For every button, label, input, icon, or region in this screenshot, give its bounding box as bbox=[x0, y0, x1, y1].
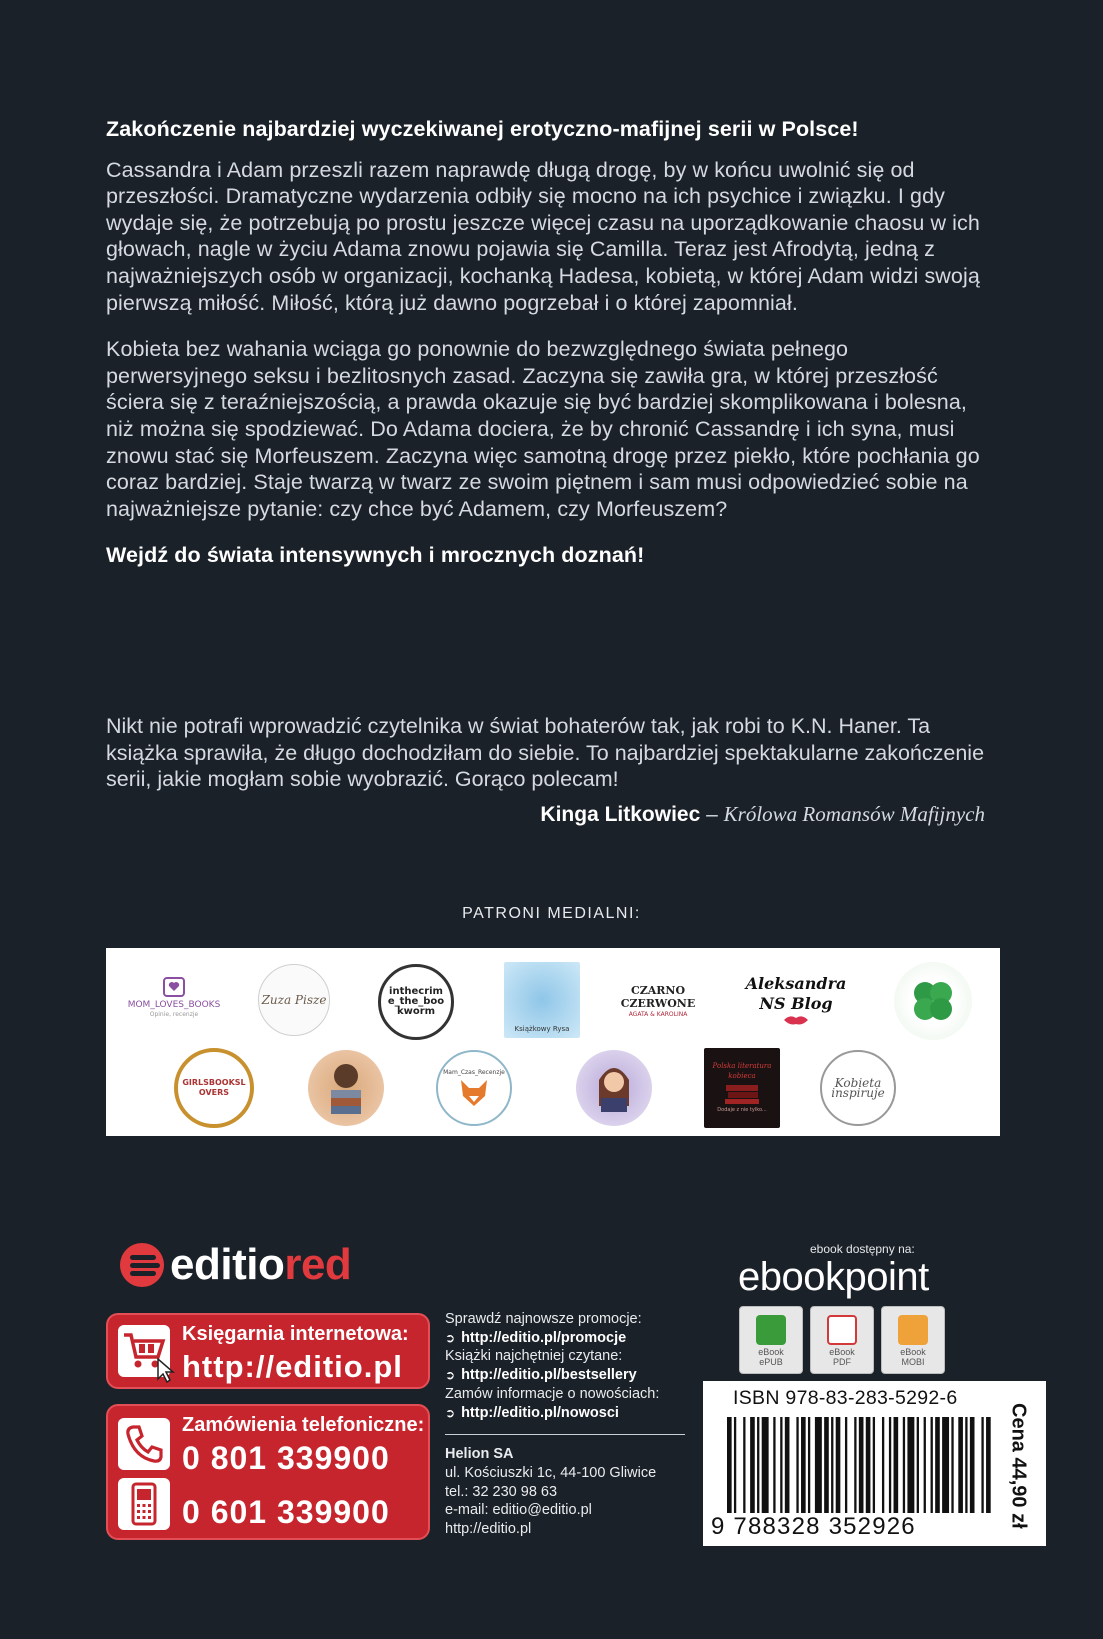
patron-sub: Opinie, recenzje bbox=[149, 1011, 199, 1018]
barcode-bar bbox=[727, 1417, 732, 1513]
barcode-bar bbox=[854, 1417, 856, 1513]
barcode-bar bbox=[866, 1417, 871, 1513]
barcode-bar bbox=[734, 1417, 736, 1513]
phone-icon-tile bbox=[118, 1418, 170, 1470]
clover-icon bbox=[907, 975, 959, 1027]
isbn-barcode-panel bbox=[703, 1381, 1046, 1546]
barcode-bar bbox=[965, 1417, 967, 1513]
promo-link-2[interactable] bbox=[445, 1366, 685, 1385]
patron-label: Kobieta inspiruje bbox=[831, 1076, 885, 1100]
review-quote bbox=[106, 713, 991, 828]
barcode-bar bbox=[894, 1417, 899, 1513]
blurb-closing: Wejdź do świata intensywnych i mrocznych doznań! bbox=[106, 543, 645, 568]
barcode-bar bbox=[824, 1417, 829, 1513]
ebookpoint-logo-part-2: point bbox=[844, 1255, 929, 1299]
review-author: Kinga Litkowiec bbox=[540, 802, 701, 826]
patron-logo-ksiazkowy-rysa bbox=[504, 962, 580, 1038]
mobile-icon-tile bbox=[118, 1478, 170, 1530]
shop-label: Księgarnia internetowa: bbox=[182, 1323, 409, 1345]
barcode-bar bbox=[889, 1417, 891, 1513]
blurb-paragraph-2: Kobieta bez wahania wciąga go ponownie do bezwzględnego świata pełnego perwersyjnego seksu i bezlitosnych zasad. Zaczyna się zawiła gra, w której przeszłość ściera się z teraźniejszością, a prawda okazuje się być bardziej skomplikowana i bolesna, niż można się spodziewać. Do Adama dociera, że by chronić Cassandrę i ich syna, musi znowu stać się Morfeuszem. Zaczyna więc samotną drogę przez piekło, które pochłania go coraz bardziej. Staje twarzą w twarz ze swoim piętnem i sam musi odpowiedzieć sobie na najważniejsze pytanie: czy chce być Adamem, czy Morfeuszem? bbox=[106, 337, 980, 521]
barcode-graphic bbox=[727, 1417, 993, 1513]
patron-label: Zuza Pisze bbox=[261, 993, 327, 1007]
girl-illustration-icon bbox=[589, 1060, 639, 1116]
format-pdf bbox=[810, 1306, 874, 1374]
barcode-bar bbox=[831, 1417, 833, 1513]
barcode-bar bbox=[845, 1417, 847, 1513]
blurb-headline: Zakończenie najbardziej wyczekiwanej erotyczno-mafijnej serii w Polsce! bbox=[106, 117, 859, 141]
promo-divider bbox=[445, 1434, 685, 1435]
barcode-bar bbox=[785, 1417, 790, 1513]
barcode-bar bbox=[859, 1417, 864, 1513]
barcode-bar bbox=[873, 1417, 875, 1513]
epub-icon bbox=[756, 1315, 786, 1345]
review-text: Nikt nie potrafi wprowadzić czytelnika w świat bohaterów tak, jak robi to K.N. Haner. Ta książka sprawiła, że długo dochodziłam do siebie. To najbardziej spektakularne zakończenie serii, jakie mogłam sobie wyobrazić. Gorąco polecam! bbox=[106, 714, 985, 792]
patron-logo-kobieta-inspiruje bbox=[820, 1050, 896, 1126]
barcode-bar bbox=[808, 1417, 810, 1513]
brand-part-2: red bbox=[284, 1240, 352, 1289]
promo-link-3[interactable] bbox=[445, 1404, 685, 1423]
fox-icon bbox=[457, 1078, 491, 1108]
barcode-bar bbox=[743, 1417, 745, 1513]
isbn-number: ISBN 978-83-283-5292-6 bbox=[733, 1387, 958, 1409]
ebook-caption: ebook dostępny na: bbox=[810, 1242, 915, 1256]
review-dash: – bbox=[706, 802, 718, 826]
patron-logo-mom-loves-books bbox=[124, 966, 224, 1030]
company-name: Helion SA bbox=[445, 1446, 514, 1463]
company-website: http://editio.pl bbox=[445, 1521, 532, 1538]
barcode-bar bbox=[762, 1417, 769, 1513]
publisher-brand bbox=[118, 1240, 351, 1290]
patron-label: CZARNO CZERWONE bbox=[620, 984, 696, 1010]
barcode-bar bbox=[815, 1417, 822, 1513]
format-pdf-line-2: PDF bbox=[833, 1357, 851, 1367]
patron-label: Mam_Czas_Recenzje bbox=[443, 1069, 505, 1076]
barcode-bar bbox=[780, 1417, 782, 1513]
patron-sub: AGATA & KAROLINA bbox=[628, 1011, 688, 1018]
arrow-right-icon: ➲ bbox=[445, 1330, 456, 1345]
barcode-bar bbox=[986, 1417, 991, 1513]
patron-logo-polska-literatura bbox=[704, 1048, 780, 1128]
promo-link-1-text[interactable]: http://editio.pl/promocje bbox=[461, 1329, 627, 1346]
patron-label: Aleksandra NS Blog bbox=[745, 974, 847, 1013]
barcode-bar bbox=[981, 1417, 983, 1513]
cursor-arrow-icon bbox=[156, 1357, 176, 1383]
brand-wordmark bbox=[170, 1240, 351, 1290]
promotions-and-address bbox=[445, 1310, 685, 1539]
arrow-right-icon: ➲ bbox=[445, 1405, 456, 1420]
patrons-logo-strip bbox=[106, 948, 1000, 1136]
promo-line-3: Zamów informacje o nowościach: bbox=[445, 1385, 660, 1402]
arrow-right-icon: ➲ bbox=[445, 1368, 456, 1383]
patron-sub: Dodaje z nie tylko... bbox=[717, 1107, 767, 1113]
price-label: Cena 44,90 zł bbox=[1007, 1403, 1030, 1529]
patron-logo-zuza bbox=[258, 964, 330, 1036]
barcode-bar bbox=[942, 1417, 949, 1513]
barcode-bar bbox=[882, 1417, 884, 1513]
blurb-paragraph-1: Cassandra i Adam przeszli razem naprawdę długą drogę, by w końcu uwolnić się od przeszłości. Dramatyczne wydarzenia odbiły się mocno na ich psychice i związku. I gdy wydaje się, że potrzebują po prostu jeszcze więcej czasu na uporządkowanie chaosu w ich głowach, nagle w życiu Adama znowu pojawia się Camilla. Teraz jest Afrodytą, jedną z najważniejszych osób w organizacji, kochanką Hadesa, kobietą, w której Adam widzi swoją pierwszą miłość. Miłość, którą już dawno pogrzebał i o której zapomniał. bbox=[106, 157, 980, 315]
ebookpoint-logo-part-1: ebook bbox=[738, 1255, 845, 1299]
ebookpoint-logo bbox=[738, 1255, 929, 1300]
patron-logo-clover bbox=[894, 962, 972, 1040]
format-mobi-line-2: MOBI bbox=[901, 1357, 925, 1367]
book-heart-icon bbox=[161, 976, 187, 1000]
barcode-bar bbox=[903, 1417, 905, 1513]
format-epub bbox=[739, 1306, 803, 1374]
promo-line-1: Sprawdź najnowsze promocje: bbox=[445, 1311, 642, 1327]
patron-logo-girlsbookslovers bbox=[174, 1048, 254, 1128]
back-cover-blurb bbox=[106, 116, 991, 589]
barcode-bar bbox=[773, 1417, 775, 1513]
barcode-bar bbox=[750, 1417, 755, 1513]
patron-logo-aleksandra-ns bbox=[736, 968, 856, 1032]
editio-red-mark-icon bbox=[118, 1241, 166, 1289]
company-phone: tel.: 32 230 98 63 bbox=[445, 1483, 558, 1500]
promo-link-2-text[interactable]: http://editio.pl/bestsellery bbox=[461, 1367, 637, 1384]
patron-logo-girl-avatar bbox=[576, 1050, 652, 1126]
phone-label: Zamówienia telefoniczne: bbox=[182, 1414, 425, 1436]
format-mobi-line-1: eBook bbox=[900, 1347, 926, 1357]
patron-label: Polska literatura kobieca bbox=[712, 1062, 772, 1080]
mobile-phone-icon bbox=[129, 1482, 159, 1526]
format-mobi bbox=[881, 1306, 945, 1374]
lips-icon bbox=[783, 1014, 809, 1026]
barcode-bar bbox=[757, 1417, 759, 1513]
shop-url[interactable]: http://editio.pl bbox=[182, 1349, 403, 1384]
review-author-role: Królowa Romansów Mafijnych bbox=[723, 801, 985, 826]
company-email: e-mail: editio@editio.pl bbox=[445, 1502, 592, 1519]
barcode-bar bbox=[917, 1417, 919, 1513]
patron-logo-inthecrime bbox=[378, 964, 454, 1040]
patron-logo-reader-avatar bbox=[308, 1050, 384, 1126]
promo-link-3-text[interactable]: http://editio.pl/nowosci bbox=[461, 1404, 619, 1421]
reader-illustration-icon bbox=[321, 1060, 371, 1116]
barcode-bar bbox=[924, 1417, 926, 1513]
patron-label: Książkowy Rysa bbox=[514, 1025, 570, 1033]
barcode-bar bbox=[907, 1417, 914, 1513]
barcode-bar bbox=[931, 1417, 933, 1513]
format-epub-line-2: ePUB bbox=[759, 1357, 783, 1367]
review-signature bbox=[106, 801, 991, 829]
barcode-bar bbox=[836, 1417, 841, 1513]
patron-label: inthecrime_the_bookworm bbox=[387, 986, 445, 1017]
barcode-bar bbox=[951, 1417, 953, 1513]
mobi-icon bbox=[898, 1315, 928, 1345]
online-shop-box[interactable] bbox=[106, 1313, 430, 1389]
patron-label: MOM_LOVES_BOOKS bbox=[127, 1000, 221, 1010]
barcode-bar bbox=[801, 1417, 806, 1513]
book-stack-icon bbox=[722, 1081, 762, 1105]
barcode-bar bbox=[935, 1417, 940, 1513]
promo-line-2: Książki najchętniej czytane: bbox=[445, 1348, 623, 1365]
patron-logo-mam-czas bbox=[436, 1050, 512, 1126]
pdf-icon bbox=[827, 1315, 857, 1345]
telephone-handset-icon bbox=[124, 1424, 164, 1464]
promo-link-1[interactable] bbox=[445, 1329, 685, 1348]
format-pdf-line-1: eBook bbox=[829, 1347, 855, 1357]
patron-logo-czarno-czerwone bbox=[612, 970, 704, 1034]
brand-part-1: editio bbox=[170, 1240, 285, 1289]
phone-number-1[interactable]: 0 801 339900 bbox=[182, 1440, 390, 1476]
barcode-digits: 9 788328 352926 bbox=[711, 1513, 916, 1540]
barcode-bar bbox=[958, 1417, 963, 1513]
barcode-bar bbox=[796, 1417, 798, 1513]
company-address: ul. Kościuszki 1c, 44-100 Gliwice bbox=[445, 1464, 657, 1481]
patron-label: GIRLSBOOKSLOVERS bbox=[182, 1078, 246, 1097]
phone-orders-box bbox=[106, 1404, 430, 1540]
format-epub-line-1: eBook bbox=[758, 1347, 784, 1357]
phone-number-2[interactable]: 0 601 339900 bbox=[182, 1494, 390, 1530]
patrons-title: PATRONI MEDIALNI: bbox=[462, 905, 641, 922]
barcode-bar bbox=[970, 1417, 975, 1513]
